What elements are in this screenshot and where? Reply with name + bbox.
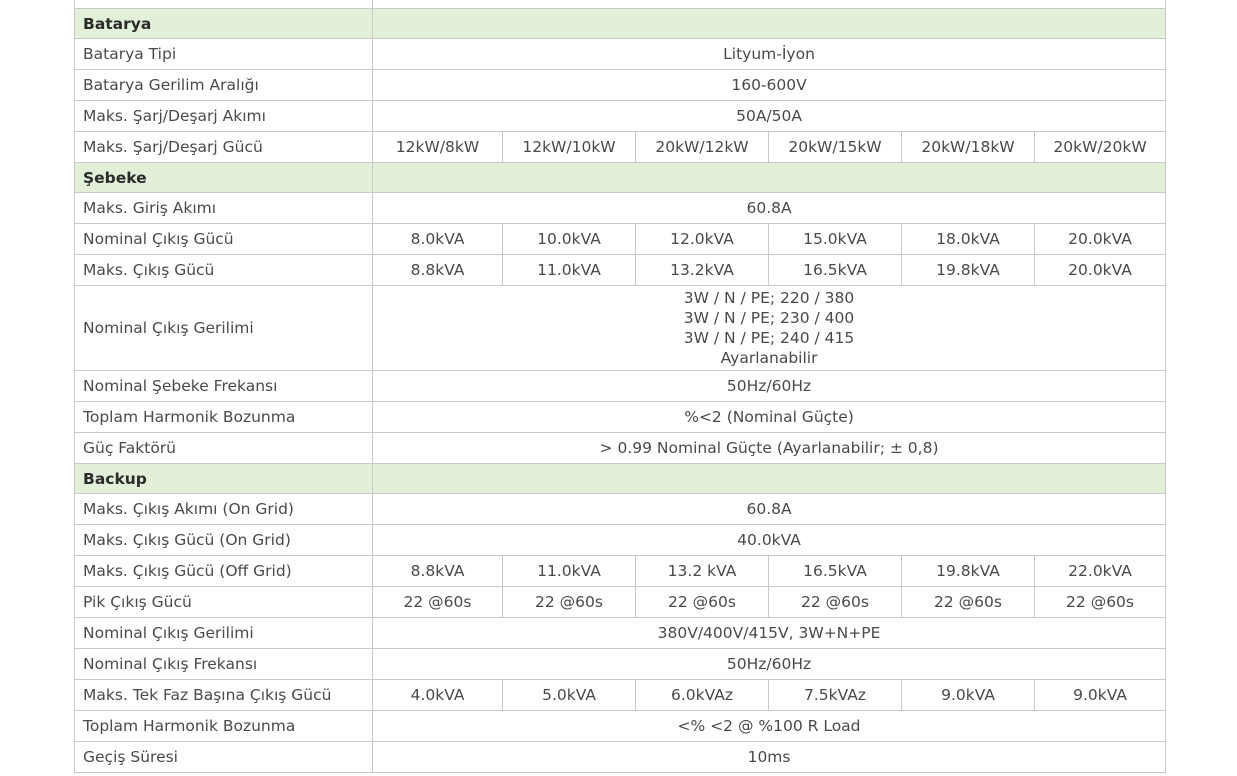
row-value: 50Hz/60Hz — [373, 371, 1166, 402]
table-row — [75, 286, 1166, 371]
row-value-cell: 19.8kVA — [902, 255, 1035, 286]
row-value-cell: 22 @60s — [636, 587, 769, 618]
row-value-cell: 20kW/20kW — [1035, 132, 1166, 163]
row-value-cell: 22 @60s — [769, 587, 902, 618]
row-value: 10ms — [373, 742, 1166, 773]
section-header-filler — [373, 9, 1166, 39]
value-line: 3W / N / PE; 240 / 415 — [683, 329, 855, 347]
table-row — [75, 494, 1166, 525]
row-value-cell: 8.0kVA — [373, 224, 503, 255]
section-header-row — [75, 9, 1166, 39]
table-row — [75, 525, 1166, 556]
table-row — [75, 556, 1166, 587]
row-value-cell: 7.5kVAz — [769, 680, 902, 711]
row-value-cell: 10.0kVA — [503, 224, 636, 255]
row-value: 60.8A — [373, 494, 1166, 525]
row-value-cell: 13.2kVA — [636, 255, 769, 286]
row-value-cell: 5.0kVA — [503, 680, 636, 711]
table-row — [75, 132, 1166, 163]
table-row — [75, 371, 1166, 402]
row-label: Nominal Çıkış Frekansı — [75, 649, 373, 680]
row-value-cell: 13.2 kVA — [636, 556, 769, 587]
row-value-cell: 8.8kVA — [373, 255, 503, 286]
section-header-row — [75, 163, 1166, 193]
table-row — [75, 742, 1166, 773]
spec-table — [74, 0, 1166, 773]
row-value-cell: 18.0kVA — [902, 224, 1035, 255]
row-value: 380V/400V/415V, 3W+N+PE — [373, 618, 1166, 649]
value-line: Ayarlanabilir — [720, 349, 818, 367]
row-label: Nominal Şebeke Frekansı — [75, 371, 373, 402]
row-value-cell: 19.8kVA — [902, 556, 1035, 587]
row-label: Maks. Giriş Akımı — [75, 193, 373, 224]
row-value-cell: 6.0kVAz — [636, 680, 769, 711]
row-value-cell: 12.0kVA — [636, 224, 769, 255]
row-value: > 0.99 Nominal Güçte (Ayarlanabilir; ± 0,8) — [373, 433, 1166, 464]
row-value-cell: 12kW/10kW — [503, 132, 636, 163]
section-header-row — [75, 464, 1166, 494]
table-row — [75, 711, 1166, 742]
table-row — [75, 101, 1166, 132]
row-label: Nominal Çıkış Gücü — [75, 224, 373, 255]
table-row — [75, 402, 1166, 433]
row-label: Maks. Çıkış Gücü (On Grid) — [75, 525, 373, 556]
row-value-cell: 11.0kVA — [503, 556, 636, 587]
table-row — [75, 587, 1166, 618]
row-value-cell: 20.0kVA — [1035, 224, 1166, 255]
table-row — [75, 649, 1166, 680]
row-label: Maks. Çıkış Gücü — [75, 255, 373, 286]
row-value: <% <2 @ %100 R Load — [373, 711, 1166, 742]
spec-table-body — [75, 0, 1166, 773]
row-label: Maks. Şarj/Deşarj Gücü — [75, 132, 373, 163]
row-value-cell: 20kW/18kW — [902, 132, 1035, 163]
row-label: Batarya Gerilim Aralığı — [75, 70, 373, 101]
row-label: Batarya Tipi — [75, 39, 373, 70]
section-header-filler — [373, 163, 1166, 193]
row-value-cell: 22 @60s — [503, 587, 636, 618]
row-label: Toplam Harmonik Bozunma — [75, 711, 373, 742]
table-row — [75, 39, 1166, 70]
section-title: Backup — [75, 464, 373, 494]
value-line: 3W / N / PE; 220 / 380 — [683, 289, 855, 307]
row-value-cell: 16.5kVA — [769, 255, 902, 286]
row-label: Maks. Şarj/Deşarj Akımı — [75, 101, 373, 132]
table-row — [75, 224, 1166, 255]
row-value-cell: 22.0kVA — [1035, 556, 1166, 587]
value-line: 3W / N / PE; 230 / 400 — [683, 309, 855, 327]
row-value-cell: 20.0kVA — [1035, 255, 1166, 286]
table-row — [75, 433, 1166, 464]
row-value-cell: 9.0kVA — [902, 680, 1035, 711]
row-value: 60.8A — [373, 193, 1166, 224]
row-value-cell: 20kW/15kW — [769, 132, 902, 163]
table-row — [75, 255, 1166, 286]
row-label: Güç Faktörü — [75, 433, 373, 464]
section-title: Şebeke — [75, 163, 373, 193]
row-value-cell: 20kW/12kW — [636, 132, 769, 163]
row-label: Maks. Tek Faz Başına Çıkış Gücü — [75, 680, 373, 711]
row-value-cell: 22 @60s — [1035, 587, 1166, 618]
row-value-cell: 11.0kVA — [503, 255, 636, 286]
row-label: Pik Çıkış Gücü — [75, 587, 373, 618]
row-value: Lityum-İyon — [373, 39, 1166, 70]
row-value-cell: 22 @60s — [902, 587, 1035, 618]
row-value-cell: 22 @60s — [373, 587, 503, 618]
row-value-cell: 8.8kVA — [373, 556, 503, 587]
table-row — [75, 618, 1166, 649]
row-label: Toplam Harmonik Bozunma — [75, 402, 373, 433]
row-value: %<2 (Nominal Güçte) — [373, 402, 1166, 433]
table-row — [75, 193, 1166, 224]
table-row — [75, 680, 1166, 711]
row-label: Nominal Çıkış Gerilimi — [75, 286, 373, 371]
row-value: 40.0kVA — [373, 525, 1166, 556]
row-value-cell: 15.0kVA — [769, 224, 902, 255]
row-label: Nominal Çıkış Gerilimi — [75, 618, 373, 649]
row-value: 50A/50A — [373, 101, 1166, 132]
row-value: 160-600V — [373, 70, 1166, 101]
row-label: Maks. Çıkış Gücü (Off Grid) — [75, 556, 373, 587]
section-header-filler — [373, 464, 1166, 494]
row-value: 50Hz/60Hz — [373, 649, 1166, 680]
row-value-multiline — [373, 286, 1166, 371]
row-label: Maks. Çıkış Akımı (On Grid) — [75, 494, 373, 525]
row-value-cell: 9.0kVA — [1035, 680, 1166, 711]
row-label: Geçiş Süresi — [75, 742, 373, 773]
section-title: Batarya — [75, 9, 373, 39]
table-row-previous-cut — [75, 0, 1166, 9]
row-value-cell: 16.5kVA — [769, 556, 902, 587]
row-value-cell: 4.0kVA — [373, 680, 503, 711]
row-value-cell: 12kW/8kW — [373, 132, 503, 163]
table-row — [75, 70, 1166, 101]
